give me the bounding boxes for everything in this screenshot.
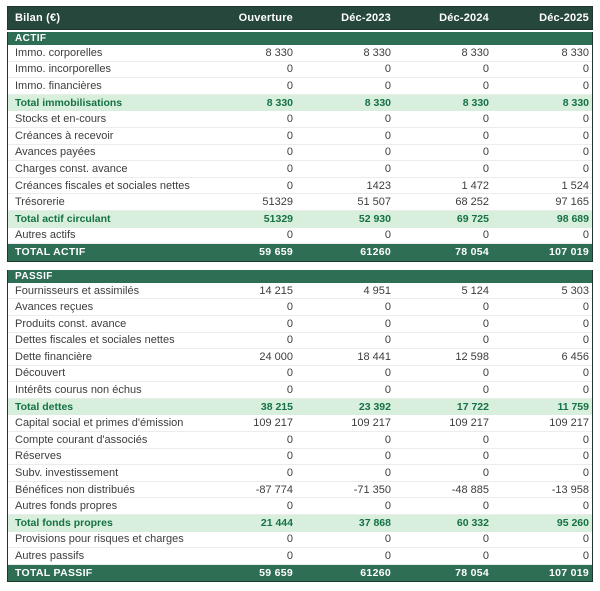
table-row-value-2: 0 [482, 317, 489, 330]
table-row-value-2: 0 [482, 129, 489, 142]
table-row-value-0: 51329 [262, 196, 293, 209]
table-row [8, 548, 592, 565]
table-row-label: Capital social et primes d'émission [15, 417, 184, 430]
table-row-label: Total actif circulant [15, 213, 111, 226]
table-row [8, 194, 592, 211]
table-row-value-1: 0 [384, 433, 391, 446]
table-row-value-3: 0 [582, 450, 589, 463]
table-row-value-3: 98 689 [556, 213, 589, 226]
table-row [8, 415, 592, 432]
table-row-value-3: 97 165 [555, 196, 589, 209]
section-separator [7, 262, 593, 270]
table-row [8, 283, 592, 300]
table-row-value-3: 0 [582, 467, 589, 480]
table-row-value-0: 8 330 [265, 46, 293, 59]
table-row-value-3: 0 [582, 334, 589, 347]
table-row-label: Trésorerie [15, 196, 65, 209]
table-row-value-1: 0 [384, 162, 391, 175]
total-row-label: TOTAL PASSIF [15, 567, 93, 580]
table-row-value-0: 0 [286, 301, 293, 314]
table-row-value-1: 4 951 [363, 284, 391, 297]
column-header-2: Déc-2024 [439, 12, 489, 24]
table-row-value-1: 18 441 [357, 350, 391, 363]
table-row-value-1: -71 350 [353, 483, 391, 496]
table-row-value-3: 0 [582, 550, 589, 563]
section-header-passif: PASSIF [8, 270, 592, 283]
table-row [8, 228, 592, 245]
total-row-value-3: 107 019 [548, 246, 589, 259]
table-row-value-2: 8 330 [461, 46, 489, 59]
table-row-label: Provisions pour risques et charges [15, 533, 184, 546]
table-row-label: Immo. corporelles [15, 46, 103, 59]
table-row-value-2: 0 [482, 334, 489, 347]
table-row-value-0: 51329 [263, 213, 293, 226]
table-row-value-3: 0 [582, 162, 589, 175]
table-row-value-0: 0 [286, 129, 293, 142]
table-row [8, 45, 592, 62]
table-row-value-3: 5 303 [561, 284, 589, 297]
table-row-label: Autres actifs [15, 229, 76, 242]
table-row-value-0: 0 [286, 384, 293, 397]
table-row-value-1: 0 [384, 384, 391, 397]
table-row-label: Créances fiscales et sociales nettes [15, 179, 190, 192]
table-row [8, 482, 592, 499]
table-row-value-1: 109 217 [351, 417, 391, 430]
table-row-value-2: 0 [482, 550, 489, 563]
table-row-value-2: 0 [482, 79, 489, 92]
table-row [8, 211, 592, 228]
table-row [8, 399, 592, 416]
table-row-label: Charges const. avance [15, 162, 128, 175]
table-row-value-1: 0 [384, 450, 391, 463]
table-row-value-2: 0 [482, 63, 489, 76]
table-row [8, 95, 592, 112]
table-row-value-0: 0 [286, 334, 293, 347]
table-row-value-3: 0 [582, 500, 589, 513]
table-row-value-0: 109 217 [253, 417, 293, 430]
table-row-value-2: 0 [482, 367, 489, 380]
table-row-label: Avances payées [15, 146, 96, 159]
table-row-value-0: 0 [286, 433, 293, 446]
table-row-value-3: 0 [582, 63, 589, 76]
table-row-value-2: 109 217 [449, 417, 489, 430]
table-row-value-0: 0 [286, 79, 293, 92]
table-row [8, 449, 592, 466]
table-row [8, 333, 592, 350]
table-row-value-3: 0 [582, 129, 589, 142]
table-row-value-0: 0 [286, 500, 293, 513]
table-row-value-2: 1 472 [461, 179, 489, 192]
column-header-1: Déc-2023 [341, 12, 391, 24]
table-row-label: Total fonds propres [15, 517, 113, 530]
table-title: Bilan (€) [15, 12, 61, 24]
table-row-value-1: 0 [384, 129, 391, 142]
table-row-label: Découvert [15, 367, 66, 380]
table-row-value-0: 0 [286, 113, 293, 126]
table-row-value-2: 17 722 [456, 401, 489, 414]
table-row-value-0: 38 215 [260, 401, 293, 414]
table-row-value-2: 0 [482, 229, 489, 242]
table-row-label: Réserves [15, 450, 62, 463]
bilan-table [7, 6, 593, 582]
table-row-value-1: 0 [384, 533, 391, 546]
table-row [8, 432, 592, 449]
table-row-value-1: 37 868 [358, 517, 391, 530]
table-row [8, 515, 592, 532]
table-row [8, 62, 592, 79]
table-row-value-3: 0 [582, 301, 589, 314]
table-row-value-3: 6 456 [561, 350, 589, 363]
total-row-value-0: 59 659 [259, 567, 293, 580]
table-row [8, 316, 592, 333]
total-row [8, 244, 592, 261]
table-row-value-3: 8 330 [561, 46, 589, 59]
table-row-value-0: 0 [286, 317, 293, 330]
table-row [8, 299, 592, 316]
table-row-value-3: 95 260 [556, 517, 589, 530]
table-row-value-2: 12 598 [455, 350, 489, 363]
table-row-value-3: -13 958 [551, 483, 589, 496]
table-row-value-2: 0 [482, 533, 489, 546]
table-row-value-1: 0 [384, 367, 391, 380]
table-row-value-2: 0 [482, 301, 489, 314]
table-row [8, 498, 592, 515]
table-row-value-0: 0 [286, 450, 293, 463]
section-actif [7, 32, 593, 262]
table-row-value-2: 0 [482, 162, 489, 175]
table-row-value-1: 23 392 [358, 401, 391, 414]
table-row [8, 128, 592, 145]
column-header-3: Déc-2025 [539, 12, 589, 24]
table-row-value-1: 0 [384, 467, 391, 480]
table-row-value-2: -48 885 [451, 483, 489, 496]
table-row-value-0: 0 [286, 146, 293, 159]
table-row [8, 145, 592, 162]
total-row-value-1: 61260 [360, 567, 391, 580]
table-row [8, 78, 592, 95]
table-row [8, 178, 592, 195]
total-row-value-3: 107 019 [548, 567, 589, 580]
table-row-label: Intérêts courus non échus [15, 384, 142, 397]
table-row-value-1: 0 [384, 63, 391, 76]
total-row-value-2: 78 054 [455, 246, 489, 259]
table-row-label: Avances reçues [15, 301, 94, 314]
table-row-value-3: 0 [582, 229, 589, 242]
table-body [7, 32, 593, 582]
table-row-value-3: 0 [582, 79, 589, 92]
table-row-label: Dettes fiscales et sociales nettes [15, 334, 175, 347]
table-row-value-0: 0 [286, 63, 293, 76]
table-row-value-1: 0 [384, 334, 391, 347]
table-row-label: Stocks et en-cours [15, 113, 107, 126]
table-row-value-2: 8 330 [462, 97, 489, 110]
table-row-value-2: 0 [482, 500, 489, 513]
table-row [8, 366, 592, 383]
table-row [8, 532, 592, 549]
table-row-value-1: 0 [384, 146, 391, 159]
column-header-0: Ouverture [238, 12, 293, 24]
table-row-value-1: 0 [384, 229, 391, 242]
table-row-label: Créances à recevoir [15, 129, 114, 142]
table-row-value-2: 60 332 [456, 517, 489, 530]
table-row-label: Total dettes [15, 401, 74, 414]
table-row-label: Bénéfices non distribués [15, 483, 135, 496]
table-row-label: Fournisseurs et assimilés [15, 284, 140, 297]
table-row-value-2: 69 725 [456, 213, 489, 226]
table-row-label: Immo. incorporelles [15, 63, 111, 76]
total-row-value-0: 59 659 [259, 246, 293, 259]
table-row-value-1: 51 507 [357, 196, 391, 209]
table-row-value-0: 14 215 [259, 284, 293, 297]
table-row-value-0: 24 000 [259, 350, 293, 363]
table-row-value-2: 0 [482, 113, 489, 126]
table-row-value-3: 0 [582, 384, 589, 397]
table-row [8, 382, 592, 399]
table-row-value-0: -87 774 [255, 483, 293, 496]
table-row [8, 111, 592, 128]
table-row-value-1: 52 930 [358, 213, 391, 226]
table-row-value-3: 1 524 [561, 179, 589, 192]
table-row-value-1: 0 [384, 500, 391, 513]
table-row-value-2: 0 [482, 384, 489, 397]
total-row-value-1: 61260 [360, 246, 391, 259]
table-row-value-0: 8 330 [266, 97, 293, 110]
total-row [8, 565, 592, 582]
section-header-actif: ACTIF [8, 32, 592, 45]
table-row-label: Autres passifs [15, 550, 85, 563]
table-row-value-3: 0 [582, 113, 589, 126]
table-row-value-1: 0 [384, 79, 391, 92]
table-row-value-0: 0 [286, 467, 293, 480]
table-row-value-3: 109 217 [549, 417, 589, 430]
table-row-value-0: 21 444 [260, 517, 293, 530]
table-row-value-3: 0 [582, 367, 589, 380]
table-row [8, 465, 592, 482]
table-row-value-1: 0 [384, 550, 391, 563]
table-row-value-2: 5 124 [461, 284, 489, 297]
total-row-value-2: 78 054 [455, 567, 489, 580]
table-row-value-3: 0 [582, 533, 589, 546]
table-row [8, 349, 592, 366]
table-row-label: Compte courant d'associés [15, 433, 148, 446]
table-row-value-3: 11 759 [557, 401, 589, 414]
table-row-value-1: 8 330 [364, 97, 391, 110]
table-row-value-0: 0 [286, 550, 293, 563]
table-row-value-0: 0 [286, 367, 293, 380]
table-row-value-0: 0 [286, 533, 293, 546]
table-row-value-2: 0 [482, 467, 489, 480]
table-row-value-1: 8 330 [363, 46, 391, 59]
table-row-label: Total immobilisations [15, 97, 123, 110]
table-row-value-0: 0 [286, 229, 293, 242]
table-row-label: Produits const. avance [15, 317, 127, 330]
table-row-label: Dette financière [15, 350, 93, 363]
table-row-label: Autres fonds propres [15, 500, 118, 513]
table-row-value-0: 0 [286, 179, 293, 192]
table-row-value-1: 0 [384, 113, 391, 126]
table-row-value-2: 0 [482, 146, 489, 159]
table-row [8, 161, 592, 178]
table-row-label: Subv. investissement [15, 467, 119, 480]
table-row-value-3: 0 [582, 317, 589, 330]
table-row-value-1: 0 [384, 317, 391, 330]
table-row-value-2: 0 [482, 450, 489, 463]
table-row-value-0: 0 [286, 162, 293, 175]
table-row-label: Immo. financières [15, 79, 102, 92]
table-row-value-3: 8 330 [562, 97, 589, 110]
table-row-value-2: 68 252 [455, 196, 489, 209]
section-passif [7, 270, 593, 583]
total-row-label: TOTAL ACTIF [15, 246, 86, 259]
table-row-value-1: 0 [384, 301, 391, 314]
table-row-value-3: 0 [582, 433, 589, 446]
table-row-value-2: 0 [482, 433, 489, 446]
table-header-row [7, 6, 593, 30]
table-row-value-1: 1423 [366, 179, 391, 192]
table-row-value-3: 0 [582, 146, 589, 159]
